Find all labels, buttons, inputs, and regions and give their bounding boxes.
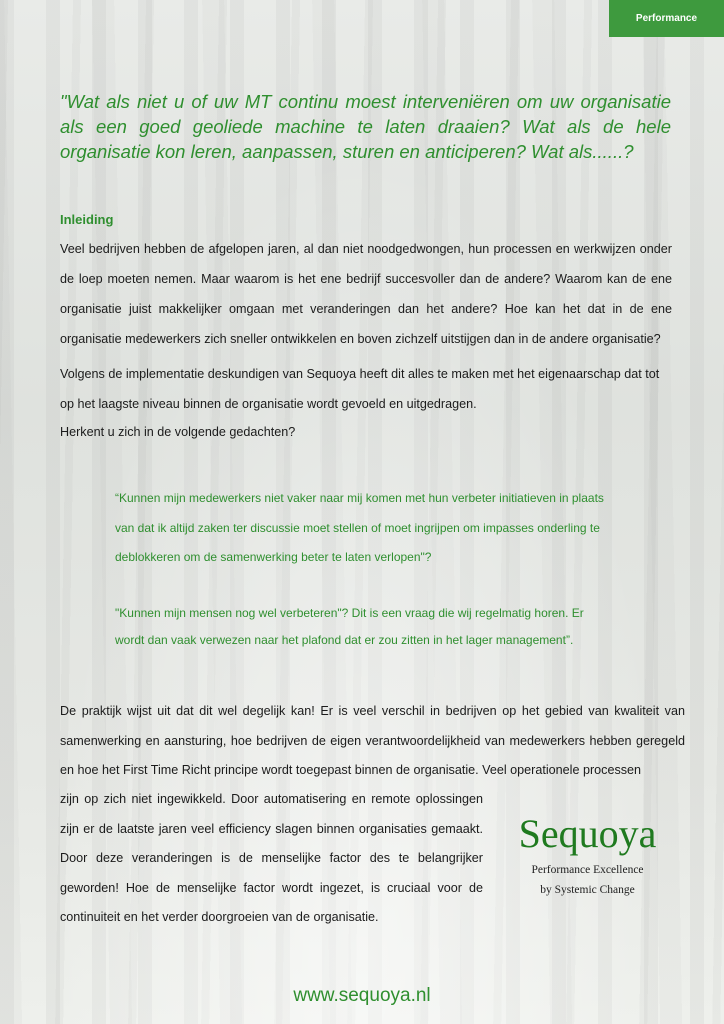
section-heading: Inleiding [60,212,114,227]
logo-tagline-1: Performance Excellence [531,864,644,876]
sequoya-logo [500,808,675,900]
human-factor-paragraph: zijn op zich niet ingewikkeld. Door automatisering en remote oplossingen zijn er de laatste jaren veel efficiency slagen binnen organisaties gemaakt. Door deze veranderingen is de menselijke factor des te belangrijker geworden! Hoe de menselijke factor wordt ingezet, is cruciaal voor de continuiteit en het verder doorgroeien van de organisatie. [60,792,483,924]
performance-tag [609,0,724,37]
practice-paragraph: De praktijk wijst uit dat dit wel degelijk kan! Er is veel verschil in bedrijven op het gebied van kwaliteit van samenwerking en aansturing, hoe bedrijven de eigen verantwoordelijkheid van medewerkers hebben geregeld en hoe het First Time Richt principe wordt toegepast binnen de organisatie. Veel operationele processen [60,704,685,777]
website-link[interactable]: www.sequoya.nl [293,985,431,1006]
intro-paragraph: Veel bedrijven hebben de afgelopen jaren, al dan niet noodgedwongen, hun processen en werkwijzen onder de loep moeten nemen. Maar waarom is het ene bedrijf succesvoller dan de andere? Waarom kan de ene organisatie juist makkelijker omgaan met veranderingen dan het andere? Hoe kan het dat in de ene organisatie medewerkers zich sneller ontwikkelen en boven zichzelf uitstijgen dan in de andere organisatie? [60,242,672,346]
logo-name: Sequoya [518,811,657,856]
question-line: Herkent u zich in de volgende gedachten? [60,425,296,439]
intro-quote: "Wat als niet u of uw MT continu moest interveniëren om uw organisatie als een goed geoliede machine te laten draaien? Wat als de hele organisatie kon leren, aanpassen, sturen en anticiperen? Wat als......? [60,91,671,162]
quote-manager: “Kunnen mijn medewerkers niet vaker naar mij komen met hun verbeter initiatieven in plaats van dat ik altijd zaken ter discussie moet stellen of moet ingrijpen om impasses onderling te deblokkeren om de samenwerking beter te laten verlopen"? [115,491,604,564]
quote-improve: "Kunnen mijn mensen nog wel verbeteren"? Dit is een vraag die wij regelmatig horen. Er wordt dan vaak verwezen naar het plafond dat er zou zitten in het lager management”. [115,606,584,647]
logo-tagline-2: by Systemic Change [540,884,635,896]
performance-tag-label: Performance [635,13,698,24]
sequoya-paragraph: Volgens de implementatie deskundigen van Sequoya heeft dit alles te maken met het eigenaarschap dat tot op het laagste niveau binnen de organisatie wordt gevoeld en uitgedragen. [60,367,660,411]
